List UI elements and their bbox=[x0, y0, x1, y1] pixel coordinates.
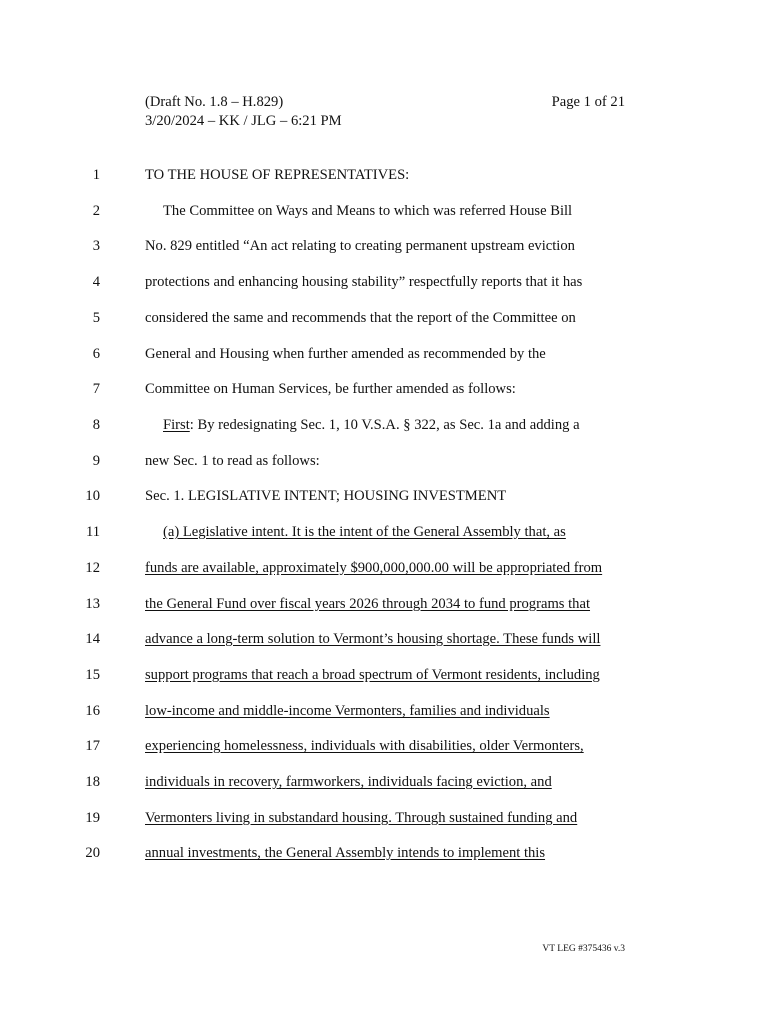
document-line bbox=[0, 843, 770, 863]
line-text: No. 829 entitled “An act relating to creating permanent upstream eviction bbox=[145, 238, 575, 254]
line-text: annual investments, the General Assembly intends to implement this bbox=[145, 845, 546, 861]
line-number: 13 bbox=[85, 596, 100, 612]
line-number: 7 bbox=[92, 381, 100, 397]
line-number: 15 bbox=[85, 667, 100, 683]
draft-number: (Draft No. 1.8 – H.829) bbox=[145, 94, 284, 110]
line-number: 17 bbox=[85, 738, 100, 754]
line-text: experiencing homelessness, individuals with disabilities, older Vermonters, bbox=[145, 738, 584, 754]
line-text: General and Housing when further amended as recommended by the bbox=[145, 346, 546, 362]
line-text: protections and enhancing housing stability” respectfully reports that it has bbox=[145, 274, 583, 290]
line-text: The Committee on Ways and Means to which was referred House Bill bbox=[163, 203, 573, 219]
document-line bbox=[0, 522, 770, 542]
line-number: 2 bbox=[92, 203, 100, 219]
line-text: support programs that reach a broad spectrum of Vermont residents, including bbox=[145, 667, 600, 683]
document-line bbox=[0, 701, 770, 721]
section-heading: Sec. 1. LEGISLATIVE INTENT; HOUSING INVESTMENT bbox=[145, 488, 507, 504]
document-id-footer: VT LEG #375436 v.3 bbox=[542, 944, 625, 954]
document-line bbox=[0, 201, 770, 221]
line-number: 5 bbox=[92, 310, 100, 326]
line-text: funds are available, approximately $900,000,000.00 will be appropriated from bbox=[145, 560, 603, 576]
line-number: 20 bbox=[85, 845, 100, 861]
line-number: 14 bbox=[85, 631, 100, 647]
document-line bbox=[0, 272, 770, 292]
line-text-rest: : By redesignating Sec. 1, 10 V.S.A. § 322, as Sec. 1a and adding a bbox=[189, 417, 580, 433]
draft-date-line: 3/20/2024 – KK / JLG – 6:21 PM bbox=[145, 113, 342, 129]
document-line bbox=[0, 415, 770, 435]
document-line bbox=[0, 558, 770, 578]
line-text: Committee on Human Services, be further amended as follows: bbox=[145, 381, 516, 397]
document-line bbox=[0, 165, 770, 185]
document-line bbox=[0, 486, 770, 506]
document-line bbox=[0, 772, 770, 792]
document-line bbox=[0, 308, 770, 328]
line-number: 8 bbox=[92, 417, 100, 433]
document-line bbox=[0, 451, 770, 471]
line-text: advance a long-term solution to Vermont’s housing shortage. These funds will bbox=[145, 631, 601, 647]
document-line bbox=[0, 344, 770, 364]
line-text: TO THE HOUSE OF REPRESENTATIVES: bbox=[145, 167, 410, 183]
line-text: Vermonters living in substandard housing. Through sustained funding and bbox=[145, 810, 578, 826]
line-number: 3 bbox=[92, 238, 100, 254]
document-line bbox=[0, 665, 770, 685]
line-number: 9 bbox=[92, 453, 100, 469]
line-text: new Sec. 1 to read as follows: bbox=[145, 453, 320, 469]
line-text: individuals in recovery, farmworkers, individuals facing eviction, and bbox=[145, 774, 552, 790]
first-heading: First bbox=[163, 417, 190, 433]
line-number: 18 bbox=[85, 774, 100, 790]
line-number: 12 bbox=[85, 560, 100, 576]
line-number: 6 bbox=[92, 346, 100, 362]
document-line bbox=[0, 808, 770, 828]
line-text: low-income and middle-income Vermonters, families and individuals bbox=[145, 703, 550, 719]
document-line bbox=[0, 629, 770, 649]
line-number: 10 bbox=[85, 488, 100, 504]
page-number: Page 1 of 21 bbox=[551, 94, 625, 110]
line-number: 16 bbox=[85, 703, 100, 719]
document-line bbox=[0, 594, 770, 614]
line-text: the General Fund over fiscal years 2026 through 2034 to fund programs that bbox=[145, 596, 591, 612]
document-line bbox=[0, 736, 770, 756]
line-text: considered the same and recommends that the report of the Committee on bbox=[145, 310, 576, 326]
line-number: 19 bbox=[85, 810, 100, 826]
line-number: 4 bbox=[92, 274, 100, 290]
document-line bbox=[0, 236, 770, 256]
line-text: (a) Legislative intent. It is the intent of the General Assembly that, as bbox=[163, 524, 566, 540]
document-line bbox=[0, 379, 770, 399]
line-number: 11 bbox=[85, 524, 100, 540]
line-number: 1 bbox=[92, 167, 100, 183]
line-text bbox=[163, 415, 580, 435]
